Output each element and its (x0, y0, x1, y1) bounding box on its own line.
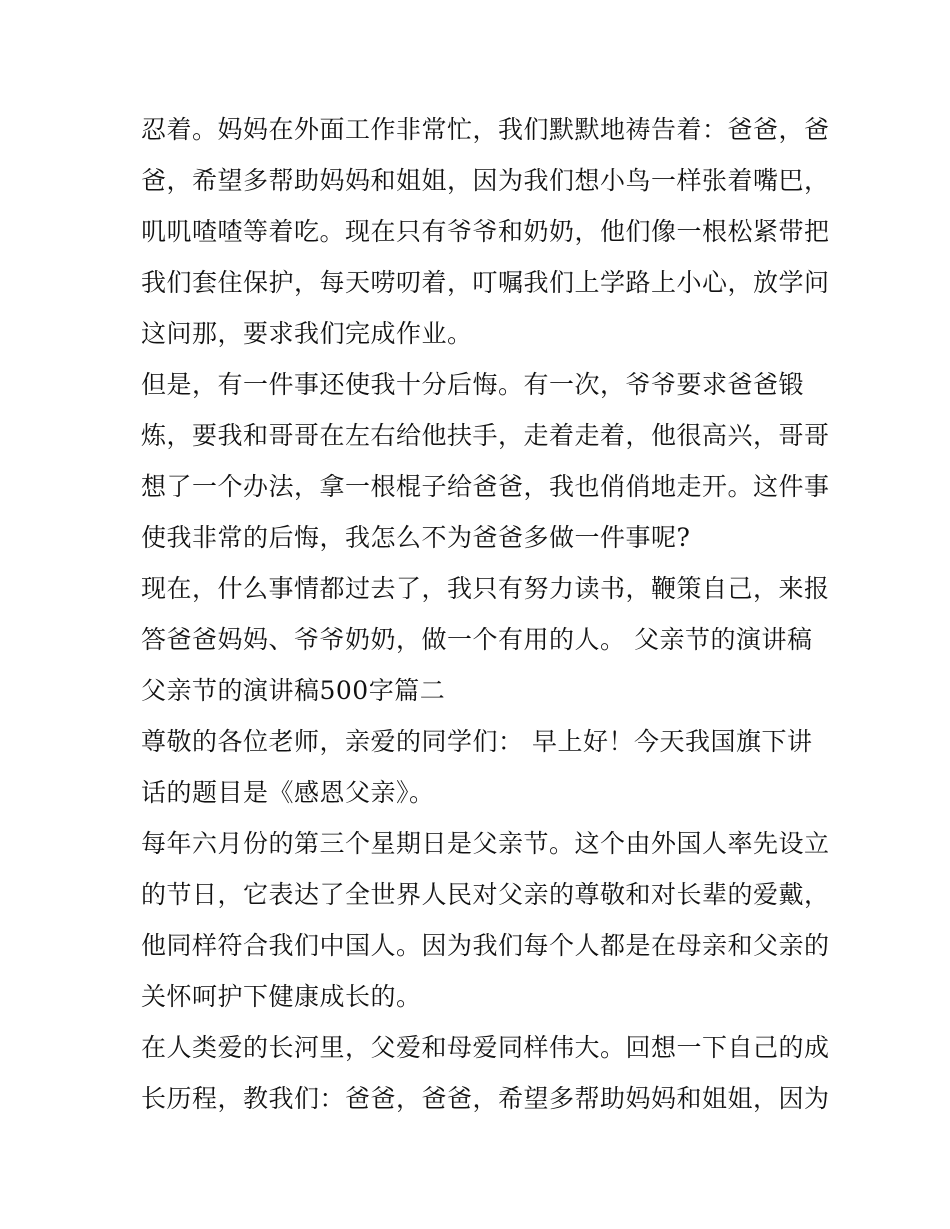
text-line: 使我非常的后悔，我怎么不为爸爸多做一件事呢? (141, 523, 691, 552)
text-line: 想了一个办法，拿一根棍子给爸爸，我也俏俏地走开。这件事 (141, 472, 830, 501)
text-line: 关怀呵护下健康成长的。 (141, 982, 422, 1011)
text-line: 每年六月份的第三个星期日是父亲节。这个由外国人率先设立 (141, 829, 830, 858)
text-line: 现在，什么事情都过去了，我只有努力读书，鞭策自己，来报 (141, 574, 830, 603)
text-line: 答爸爸妈妈、爷爷奶奶，做一个有用的人。 父亲节的演讲稿 (141, 625, 813, 654)
text-line: 这问那，要求我们完成作业。 (141, 319, 473, 348)
text-line: 尊敬的各位老师，亲爱的同学们： 早上好！今天我国旗下讲 (141, 727, 813, 756)
document-body (141, 104, 830, 1124)
text-line: 忍着。妈妈在外面工作非常忙，我们默默地祷告着：爸爸，爸 (141, 115, 830, 144)
text-line: 长历程，教我们：爸爸，爸爸，希望多帮助妈妈和姐姐，因为 (141, 1084, 830, 1113)
text-line: 爸，希望多帮助妈妈和姐姐，因为我们想小鸟一样张着嘴巴， (141, 166, 830, 195)
text-line: 的节日，它表达了全世界人民对父亲的尊敬和对长辈的爱戴， (141, 880, 830, 909)
text-line: 在人类爱的长河里，父爱和母爱同样伟大。回想一下自己的成 (141, 1033, 830, 1062)
section-heading: 父亲节的演讲稿500字篇二 (141, 676, 446, 705)
text-line: 我们套住保护，每天唠叨着，叮嘱我们上学路上小心，放学问 (141, 268, 830, 297)
text-line: 炼，要我和哥哥在左右给他扶手，走着走着，他很高兴，哥哥 (141, 421, 830, 450)
text-line: 他同样符合我们中国人。因为我们每个人都是在母亲和父亲的 (141, 931, 830, 960)
text-line: 叽叽喳喳等着吃。现在只有爷爷和奶奶，他们像一根松紧带把 (141, 217, 830, 246)
text-line: 话的题目是《感恩父亲》。 (141, 778, 435, 807)
text-line: 但是，有一件事还使我十分后悔。有一次，爷爷要求爸爸锻 (141, 370, 805, 399)
